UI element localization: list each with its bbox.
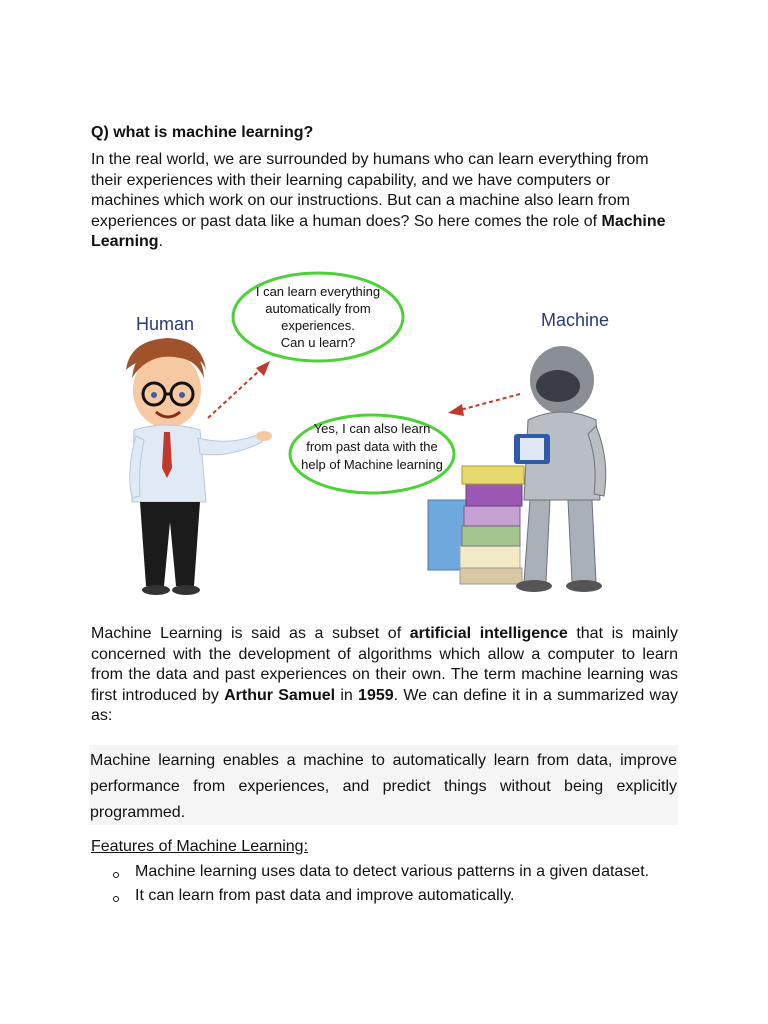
intro-paragraph xyxy=(91,150,681,253)
bubble-machine-line-1: Yes, I can also learn xyxy=(313,421,431,436)
para2-bold-person: Arthur Samuel xyxy=(224,686,336,704)
bubble-human-line-4: Can u learn? xyxy=(280,335,356,350)
bubble-machine-line-2: from past data with the xyxy=(306,439,438,454)
list-item-text: Machine learning uses data to detect various patterns in a given dataset. xyxy=(135,863,650,880)
robot-character-icon xyxy=(514,346,606,592)
intro-end: . xyxy=(158,233,164,251)
machine-label: Machine xyxy=(541,310,610,330)
bubble-human-line-3: experiences. xyxy=(281,318,355,333)
definition-paragraph xyxy=(91,624,678,727)
para2-bold-year: 1959 xyxy=(358,686,394,704)
bubble-human-line-2: automatically from xyxy=(265,301,371,316)
definition-quote: Machine learning enables a machine to automatically learn from data, improve performance from experiences, and predict things without being explicitly programmed. xyxy=(89,745,678,825)
bullet-icon xyxy=(91,884,135,908)
intro-text: In the real world, we are surrounded by humans who can learn everything from their experiences with their learning capability, and we have computers or machines which work on our instructions. But can a machine also learn from experiences or past data like a human does? So here comes the role of xyxy=(91,151,649,230)
human-label: Human xyxy=(136,314,195,334)
para2-text-2: that is mainly concerned with the development of algorithms which allow a computer to learn from the data and past experiences on their own. The term machine learning was first introduced by xyxy=(91,625,679,704)
list-item xyxy=(91,860,678,884)
list-item-text: It can learn from past data and improve automatically. xyxy=(135,887,515,904)
features-title: Features of Machine Learning: xyxy=(91,838,309,855)
para2-text-3: in xyxy=(335,686,359,704)
features-list xyxy=(91,860,678,908)
human-speech-bubble xyxy=(233,273,403,361)
human-character-icon xyxy=(126,338,272,595)
intro-bold-term: Machine Learning xyxy=(91,212,666,251)
para2-bold-ai: artificial intelligence xyxy=(409,625,568,642)
list-item xyxy=(91,884,678,908)
para2-text-1: Machine Learning is said as a subset of xyxy=(91,625,410,642)
human-arrow-icon xyxy=(208,361,270,418)
question-heading: Q) what is machine learning? xyxy=(91,124,314,141)
para2-text-4: . We can define it in a summarized way as: xyxy=(91,686,678,725)
bullet-icon xyxy=(91,860,135,884)
machine-arrow-icon xyxy=(448,394,520,416)
books-stack-icon xyxy=(428,466,524,584)
bubble-human-line-1: I can learn everything xyxy=(255,284,381,299)
machine-speech-bubble xyxy=(290,415,454,493)
human-vs-machine-illustration xyxy=(110,270,620,600)
bubble-machine-line-3: help of Machine learning xyxy=(301,457,443,472)
